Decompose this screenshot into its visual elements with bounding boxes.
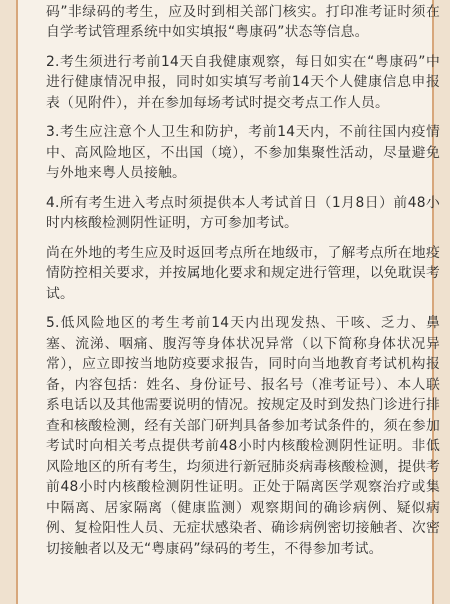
paragraph-2: 2.考生须进行考前14天自我健康观察，每日如实在“粤康码”中进行健康情况申报，同时如实填写考前14天个人健康信息申报表（见附件），并在参加每场考试时提交考点工作人员。 <box>46 53 440 111</box>
paper-panel <box>16 0 440 604</box>
paragraph-6: 5.低风险地区的考生考前14天内出现发热、干咳、乏力、鼻塞、流涕、咽痛、腹泻等身体状况异常（以下简称身体状况异常），应立即按当地防疫要求报告，同时向当地教育考试机构报备，内容包括：姓名、身份证号、报名号（准考证号）、本人联系电话以及其他需要说明的情况。按规定及时到发热门诊进行排查和核酸检测，经有关部门研判具备参加考试条件的，须在参加考试时向相关考点提供考前48小时内核酸检测阴性证明。非低风险地区的所有考生，均须进行新冠肺炎病毒核酸检测，提供考前48小时内核酸检测阴性证明。正处于隔离医学观察治疗或集中隔离、居家隔离（健康监测）观察期间的确诊病例、疑似病例、复检阳性人员、无症状感染者、确诊病例密切接触者、次密切接触者以及无“粤康码”绿码的考生，不得参加考试。 <box>46 315 440 557</box>
paragraph-4: 4.所有考生进入考点时须提供本人考试首日（1月8日）前48小时内核酸检测阴性证明，方可参加考试。 <box>46 194 440 231</box>
paragraph-5: 尚在外地的考生应及时返回考点所在地级市，了解考点所在地疫情防控相关要求，并按属地化要求和规定进行管理，以免耽误考试。 <box>46 244 440 302</box>
paragraph-1: 码”非绿码的考生，应及时到相关部门核实。打印准考证时须在自学考试管理系统中如实填报“粤康码”状态等信息。 <box>46 3 440 40</box>
document-body <box>46 0 440 568</box>
paragraph-3: 3.考生应注意个人卫生和防护，考前14天内，不前往国内疫情中、高风险地区，不出国（境），不参加集聚性活动，尽量避免与外地来粤人员接触。 <box>46 124 440 181</box>
